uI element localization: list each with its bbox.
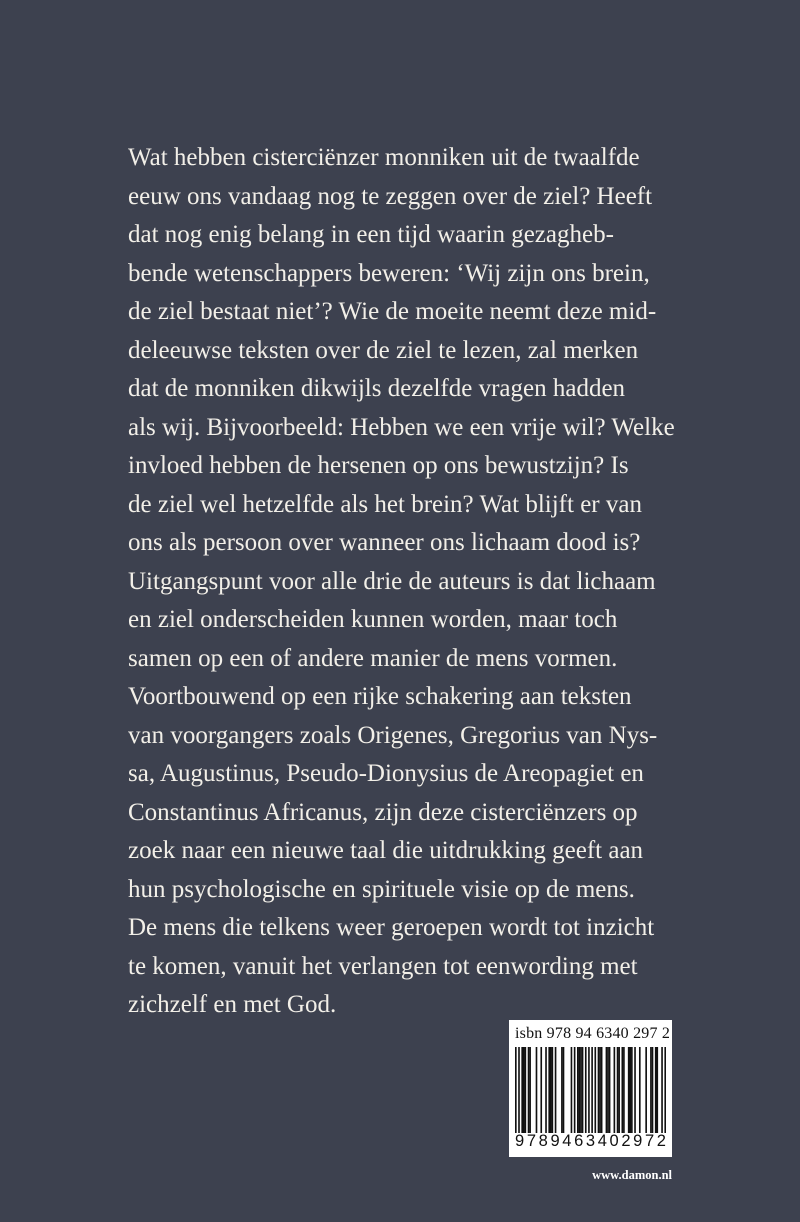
barcode-bar [529, 1047, 531, 1133]
blurb-line: de ziel bestaat niet’? Wie de moeite neemt deze mid- [128, 298, 657, 325]
blurb-line: sa, Augustinus, Pseudo-Dionysius de Areopagiet en [128, 760, 644, 787]
blurb-line: hun psychologische en spirituele visie op de mens. [128, 875, 635, 903]
barcode-digit: 7 [644, 1132, 655, 1150]
barcode-bar [518, 1047, 520, 1133]
barcode-bar [591, 1047, 593, 1133]
barcode-bar [664, 1047, 666, 1133]
barcode-bar [521, 1047, 523, 1133]
barcode-bar [599, 1047, 601, 1133]
barcode-bar [650, 1047, 652, 1133]
barcode-bar [628, 1047, 630, 1133]
barcode-bar [655, 1047, 657, 1133]
barcode-bar [582, 1047, 584, 1133]
barcode-bar [515, 1047, 517, 1133]
barcode-bar [634, 1047, 636, 1133]
barcode-bar [614, 1047, 616, 1133]
blurb-line: de ziel wel hetzelfde als het brein? Wat blijft er van [128, 490, 642, 518]
barcode-digit: 0 [609, 1132, 619, 1150]
barcode-bar [523, 1047, 525, 1133]
barcode-bar [536, 1047, 538, 1133]
barcode-bar [656, 1047, 658, 1133]
barcode-bar [629, 1047, 631, 1133]
blurb-line: als wij. Bijvoorbeeld: Hebben we een vrije wil? Welke [128, 413, 675, 441]
back-cover-blurb [128, 139, 688, 1025]
barcode-bar [574, 1047, 576, 1133]
barcode-bar [631, 1047, 633, 1133]
blurb-line: dat de monniken dikwijls dezelfde vragen hadden [128, 375, 626, 402]
barcode-bar [580, 1047, 582, 1133]
barcode-bar [561, 1047, 563, 1133]
barcode-digit: 2 [621, 1132, 631, 1150]
barcode-bars [515, 1047, 666, 1133]
barcode-digits [515, 1131, 666, 1151]
barcode-bar [563, 1047, 565, 1133]
barcode-digit: 9 [550, 1132, 560, 1150]
barcode-bar [555, 1047, 557, 1133]
blurb-line: Voortbouwend op een rijke schakering aan teksten [128, 683, 632, 710]
blurb-line: van voorgangers zoals Origenes, Gregorius van Nys- [128, 721, 658, 749]
blurb-line: dat nog enig belang in een tijd waarin gezagheb- [128, 221, 614, 248]
barcode-bar [607, 1047, 609, 1133]
barcode-bar [594, 1047, 596, 1133]
blurb-line: bende wetenschappers beweren: ‘Wij zijn ons brein, [128, 259, 650, 287]
blurb-line: te komen, vanuit het verlangen tot eenwording met [128, 952, 638, 980]
barcode-bar [525, 1047, 527, 1133]
blurb-line: De mens die telkens weer geroepen wordt tot inzicht [128, 914, 655, 941]
barcode-digit: 4 [562, 1132, 572, 1150]
barcode-digit: 7 [526, 1132, 536, 1150]
blurb-line: Uitgangspunt voor alle drie de auteurs is dat lichaam [128, 567, 656, 595]
barcode-bar [639, 1047, 641, 1133]
isbn-label: isbn 978 94 6340 297 2 [515, 1025, 671, 1042]
barcode-bar [645, 1047, 647, 1133]
barcode-bar [623, 1047, 625, 1133]
barcode-bar [588, 1047, 590, 1133]
barcode-bar [618, 1047, 620, 1133]
barcode-bar [577, 1047, 579, 1133]
barcode-bar [661, 1047, 663, 1133]
barcode-bar [545, 1047, 547, 1133]
barcode-digit: 6 [574, 1132, 584, 1150]
barcode-digit: 3 [585, 1132, 596, 1150]
barcode-bar [598, 1047, 600, 1133]
barcode-digit: 8 [538, 1132, 548, 1150]
barcode-bar [550, 1047, 552, 1133]
blurb-line: Wat hebben cisterciënzer monniken uit de twaalfde [128, 144, 640, 171]
blurb-line: ons als persoon over wanneer ons lichaam dood is? [128, 529, 641, 556]
barcode-bar [585, 1047, 587, 1133]
blurb-line: zoek naar een nieuwe taal die uitdrukking geeft aan [128, 837, 644, 864]
blurb-line: samen op een of andere manier de mens vormen. [128, 644, 618, 672]
barcode-digit: 4 [597, 1132, 607, 1150]
barcode-bar [540, 1047, 542, 1133]
barcode-digit: 2 [656, 1132, 666, 1150]
barcode-bar [548, 1047, 550, 1133]
barcode-bar [579, 1047, 581, 1133]
barcode-bar [552, 1047, 554, 1133]
blurb-line: eeuw ons vandaag nog te zeggen over de ziel? Heeft [128, 182, 653, 210]
barcode-bar [601, 1047, 603, 1133]
blurb-line: en ziel onderscheiden kunnen worden, maar toch [128, 606, 618, 633]
blurb-line: zichzelf en met God. [128, 991, 337, 1018]
barcode-bar [652, 1047, 654, 1133]
barcode-bar [571, 1047, 573, 1133]
publisher-website: www.damon.nl [592, 1168, 672, 1182]
barcode-digit: 9 [515, 1132, 525, 1150]
blurb-line: deleeuwse teksten over de ziel te lezen, zal merken [128, 336, 639, 364]
barcode-bar [609, 1047, 611, 1133]
barcode-digit: 9 [633, 1132, 643, 1150]
barcode-bar [528, 1047, 530, 1133]
barcode-bar [621, 1047, 623, 1133]
barcode-bar [617, 1047, 619, 1133]
blurb-line: Constantinus Africanus, zijn deze cisterciënzers op [128, 798, 638, 826]
isbn-barcode [509, 1020, 672, 1157]
blurb-line: invloed hebben de hersenen op ons bewustzijn? Is [128, 452, 629, 479]
barcode-bar [606, 1047, 608, 1133]
